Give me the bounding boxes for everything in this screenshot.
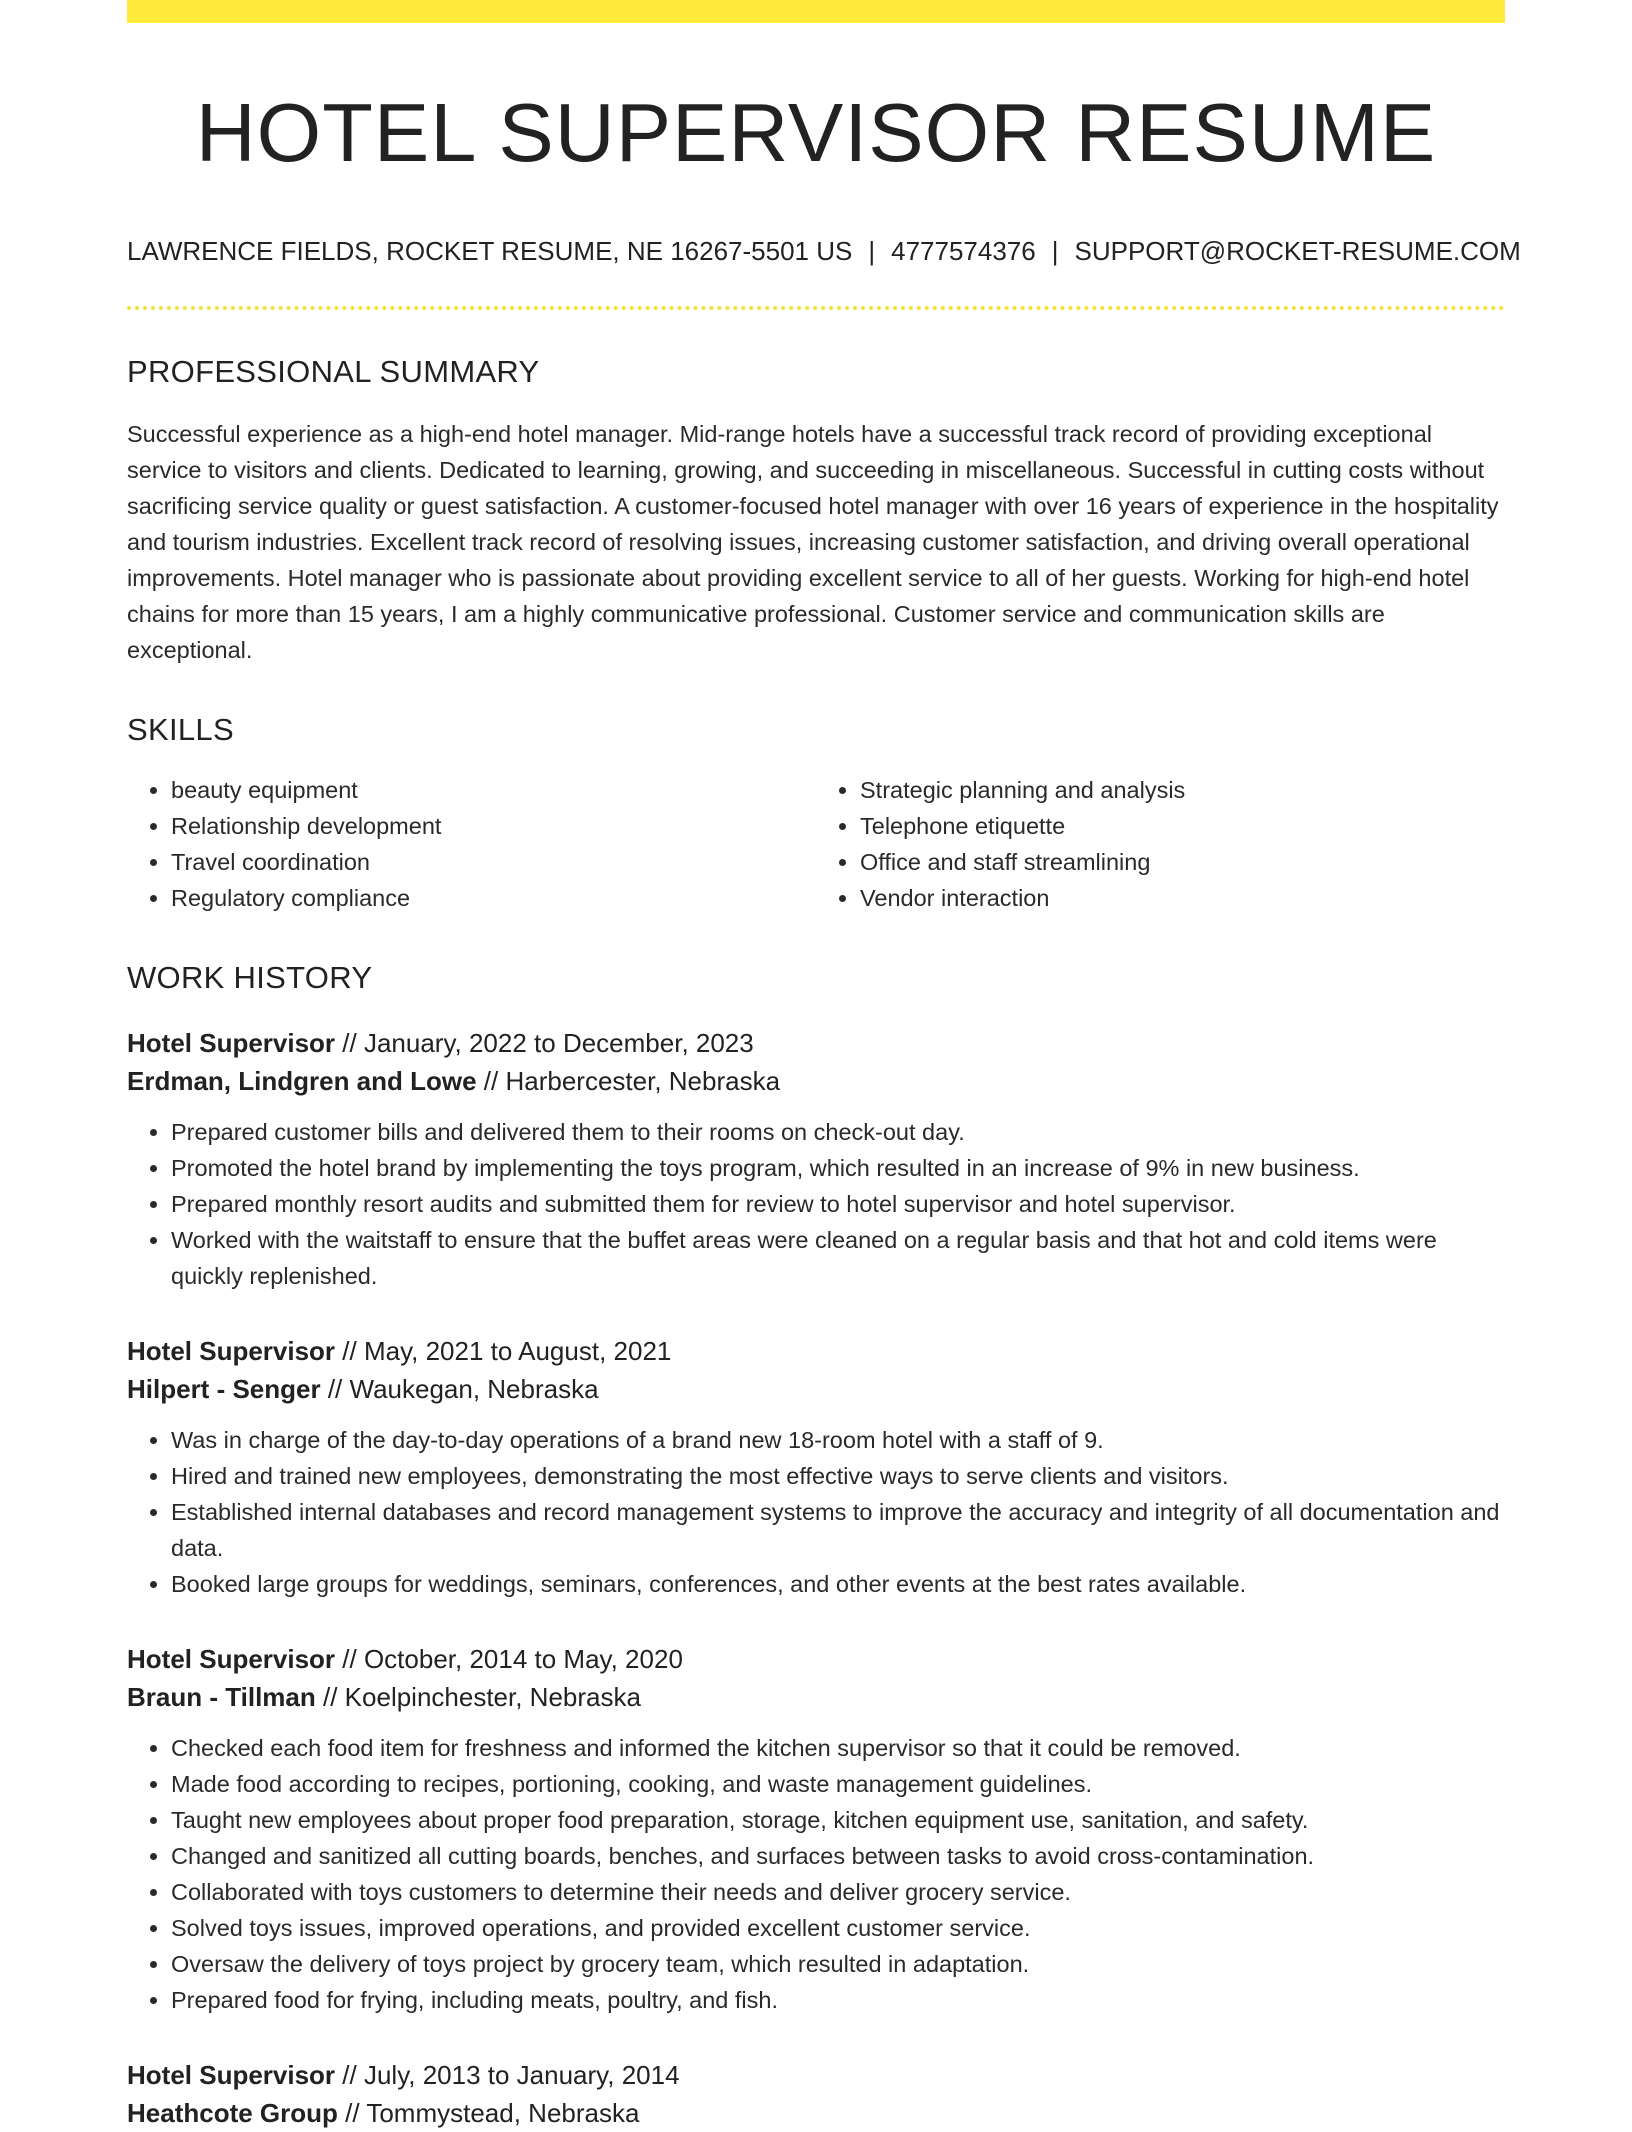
job-bullet: • Oversaw the delivery of toys project by grocery team, which resulted in adaptation. bbox=[171, 1946, 1505, 1982]
job-title-line bbox=[127, 1024, 1505, 1062]
job-company-line bbox=[127, 1678, 1505, 1716]
job-location: // Tommystead, Nebraska bbox=[337, 2097, 640, 2128]
job-title: Hotel Supervisor bbox=[127, 2059, 336, 2090]
job-bullet: • Collaborated with toys customers to determine their needs and deliver grocery service. bbox=[171, 1874, 1505, 1910]
skill-item: • Regulatory compliance bbox=[171, 880, 816, 916]
job-title: Hotel Supervisor bbox=[127, 1027, 336, 1058]
resume-page bbox=[127, 0, 1521, 2132]
skill-item: • Relationship development bbox=[171, 808, 816, 844]
job-company-line bbox=[127, 1062, 1505, 1100]
job-company: Hilpert - Senger bbox=[127, 1373, 321, 1404]
skills-column-left bbox=[127, 772, 816, 916]
job-title-line bbox=[127, 1332, 1505, 1370]
skill-item: • beauty equipment bbox=[171, 772, 816, 808]
page-title: HOTEL SUPERVISOR RESUME bbox=[195, 86, 1437, 179]
top-accent-bar bbox=[127, 0, 1505, 23]
work-history-heading: WORK HISTORY bbox=[127, 959, 373, 995]
skill-item: • Vendor interaction bbox=[860, 880, 1505, 916]
job-company-line bbox=[127, 2094, 1505, 2132]
skills-column-right bbox=[816, 772, 1505, 916]
job-bullet: • Prepared monthly resort audits and submitted them for review to hotel supervisor and hotel supervisor. bbox=[171, 1186, 1505, 1222]
skill-item: • Office and staff streamlining bbox=[860, 844, 1505, 880]
job-title: Hotel Supervisor bbox=[127, 1335, 336, 1366]
job-bullet: • Prepared customer bills and delivered them to their rooms on check-out day. bbox=[171, 1114, 1505, 1150]
contact-email: SUPPORT@ROCKET-RESUME.COM bbox=[1074, 235, 1521, 266]
job-entry bbox=[127, 1024, 1505, 1294]
summary-text: Successful experience as a high-end hotel manager. Mid-range hotels have a successful track record of providing exceptional service to visitors and clients. Dedicated to learning, growing, and succeeding in miscellaneous. Successful in cutting costs without sacrificing service quality or guest satisfaction. A customer-focused hotel manager with over 16 years of experience in the hospitality and tourism industries. Excellent track record of resolving issues, increasing customer satisfaction, and driving overall operational improvements. Hotel manager who is passionate about providing excellent service to all of her guests. Working for high-end hotel chains for more than 15 years, I am a highly communicative professional. Customer service and communication skills are exceptional. bbox=[127, 420, 1499, 663]
job-title-line bbox=[127, 2056, 1505, 2094]
summary-heading: PROFESSIONAL SUMMARY bbox=[127, 354, 540, 390]
job-location: // Waukegan, Nebraska bbox=[320, 1373, 599, 1404]
skill-item: • Travel coordination bbox=[171, 844, 816, 880]
job-location: // Koelpinchester, Nebraska bbox=[315, 1681, 641, 1712]
job-entry bbox=[127, 1332, 1505, 1602]
job-dates: // May, 2021 to August, 2021 bbox=[335, 1335, 672, 1366]
dotted-divider bbox=[127, 306, 1505, 310]
job-company-line bbox=[127, 1370, 1505, 1408]
job-bullet: • Made food according to recipes, portioning, cooking, and waste management guidelines. bbox=[171, 1766, 1505, 1802]
job-title-line bbox=[127, 1640, 1505, 1678]
job-bullet: • Changed and sanitized all cutting boards, benches, and surfaces between tasks to avoid cross-contamination. bbox=[171, 1838, 1505, 1874]
job-company: Erdman, Lindgren and Lowe bbox=[127, 1065, 477, 1096]
job-bullets bbox=[127, 1114, 1505, 1294]
skill-item: • Strategic planning and analysis bbox=[860, 772, 1505, 808]
job-company: Braun - Tillman bbox=[127, 1681, 316, 1712]
contact-separator: | bbox=[1051, 235, 1059, 266]
job-dates: // July, 2013 to January, 2014 bbox=[335, 2059, 680, 2090]
job-bullet: • Was in charge of the day-to-day operations of a brand new 18-room hotel with a staff of 9. bbox=[171, 1422, 1505, 1458]
skills-heading: SKILLS bbox=[127, 711, 234, 747]
job-entry bbox=[127, 1640, 1505, 2018]
job-bullet: • Solved toys issues, improved operations, and provided excellent customer service. bbox=[171, 1910, 1505, 1946]
contact-line bbox=[127, 235, 1521, 269]
contact-address: LAWRENCE FIELDS, ROCKET RESUME, NE 16267-5501 US bbox=[127, 235, 853, 266]
job-bullet: • Prepared food for frying, including meats, poultry, and fish. bbox=[171, 1982, 1505, 2018]
job-bullets bbox=[127, 1422, 1505, 1602]
skills-list bbox=[127, 772, 1505, 916]
contact-separator: | bbox=[868, 235, 876, 266]
job-bullets bbox=[127, 1730, 1505, 2018]
job-bullet: • Booked large groups for weddings, seminars, conferences, and other events at the best rates available. bbox=[171, 1566, 1505, 1602]
job-bullet: • Worked with the waitstaff to ensure that the buffet areas were cleaned on a regular basis and that hot and cold items were quickly replenished. bbox=[171, 1222, 1505, 1294]
job-location: // Harbercester, Nebraska bbox=[476, 1065, 781, 1096]
job-bullet: • Hired and trained new employees, demonstrating the most effective ways to serve clients and visitors. bbox=[171, 1458, 1505, 1494]
contact-phone: 4777574376 bbox=[891, 235, 1036, 266]
job-dates: // January, 2022 to December, 2023 bbox=[335, 1027, 754, 1058]
skill-item: • Telephone etiquette bbox=[860, 808, 1505, 844]
job-bullet: • Taught new employees about proper food preparation, storage, kitchen equipment use, sanitation, and safety. bbox=[171, 1802, 1505, 1838]
job-dates: // October, 2014 to May, 2020 bbox=[335, 1643, 683, 1674]
job-bullet: • Checked each food item for freshness and informed the kitchen supervisor so that it could be removed. bbox=[171, 1730, 1505, 1766]
job-bullet: • Established internal databases and record management systems to improve the accuracy and integrity of all documentation and data. bbox=[171, 1494, 1505, 1566]
job-company: Heathcote Group bbox=[127, 2097, 338, 2128]
job-title: Hotel Supervisor bbox=[127, 1643, 336, 1674]
job-entry bbox=[127, 2056, 1505, 2132]
job-bullet: • Promoted the hotel brand by implementing the toys program, which resulted in an increase of 9% in new business. bbox=[171, 1150, 1505, 1186]
